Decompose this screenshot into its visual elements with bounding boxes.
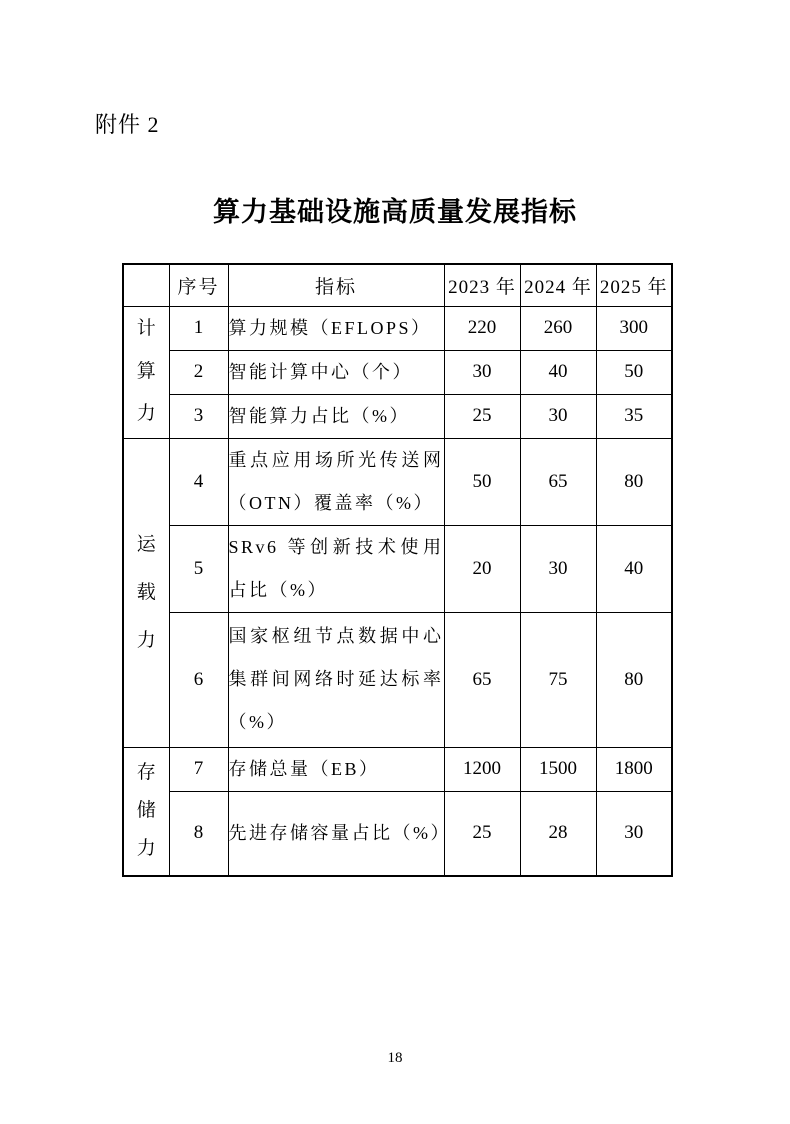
index-cell: 6 <box>169 612 228 747</box>
value-2025: 30 <box>596 791 672 876</box>
value-2025: 40 <box>596 525 672 612</box>
table-row-1 <box>123 306 672 350</box>
value-2023: 30 <box>444 350 520 394</box>
header-indicator: 指标 <box>228 264 444 306</box>
index-cell: 2 <box>169 350 228 394</box>
value-2024: 65 <box>520 438 596 525</box>
category-label: 计算力 <box>136 318 156 425</box>
indicator-cell: SRv6 等创新技术使用占比（%） <box>228 525 444 612</box>
attachment-label: 附件 2 <box>95 112 160 137</box>
indicator-cell: 智能算力占比（%） <box>228 394 444 438</box>
table-row-5 <box>123 525 672 612</box>
index-cell: 5 <box>169 525 228 612</box>
header-2025: 2025 年 <box>596 264 672 306</box>
value-2023: 25 <box>444 791 520 876</box>
value-2025: 50 <box>596 350 672 394</box>
header-2024: 2024 年 <box>520 264 596 306</box>
indicator-cell: 国家枢纽节点数据中心集群间网络时延达标率（%） <box>228 612 444 747</box>
value-2025: 300 <box>596 306 672 350</box>
index-cell: 4 <box>169 438 228 525</box>
table-row-2 <box>123 350 672 394</box>
category-label: 存储力 <box>136 762 156 860</box>
value-2025: 80 <box>596 612 672 747</box>
indicator-cell: 先进存储容量占比（%） <box>228 791 444 876</box>
value-2024: 28 <box>520 791 596 876</box>
value-2023: 50 <box>444 438 520 525</box>
table-row-8 <box>123 791 672 876</box>
value-2025: 1800 <box>596 747 672 791</box>
value-2024: 260 <box>520 306 596 350</box>
indicator-cell: 存储总量（EB） <box>228 747 444 791</box>
table-row-4 <box>123 438 672 525</box>
index-cell: 1 <box>169 306 228 350</box>
category-label: 运载力 <box>136 533 156 651</box>
category-cell-transport <box>123 438 169 747</box>
header-2023: 2023 年 <box>444 264 520 306</box>
value-2023: 25 <box>444 394 520 438</box>
value-2024: 1500 <box>520 747 596 791</box>
page-number: 18 <box>387 1050 403 1066</box>
table-row-7 <box>123 747 672 791</box>
value-2023: 20 <box>444 525 520 612</box>
indicator-cell: 算力规模（EFLOPS） <box>228 306 444 350</box>
value-2025: 80 <box>596 438 672 525</box>
header-category <box>123 264 169 306</box>
category-cell-computing <box>123 306 169 438</box>
indicator-cell: 重点应用场所光传送网（OTN）覆盖率（%） <box>228 438 444 525</box>
value-2024: 30 <box>520 394 596 438</box>
value-2025: 35 <box>596 394 672 438</box>
value-2023: 65 <box>444 612 520 747</box>
value-2023: 220 <box>444 306 520 350</box>
index-cell: 3 <box>169 394 228 438</box>
value-2024: 75 <box>520 612 596 747</box>
table-row-6 <box>123 612 672 747</box>
table-header-row <box>123 264 672 306</box>
indicator-cell: 智能计算中心（个） <box>228 350 444 394</box>
index-cell: 7 <box>169 747 228 791</box>
value-2024: 40 <box>520 350 596 394</box>
indicators-table <box>122 263 673 877</box>
document-title: 算力基础设施高质量发展指标 <box>213 197 577 227</box>
value-2023: 1200 <box>444 747 520 791</box>
index-cell: 8 <box>169 791 228 876</box>
value-2024: 30 <box>520 525 596 612</box>
table-row-3 <box>123 394 672 438</box>
header-index: 序号 <box>169 264 228 306</box>
category-cell-storage <box>123 747 169 876</box>
